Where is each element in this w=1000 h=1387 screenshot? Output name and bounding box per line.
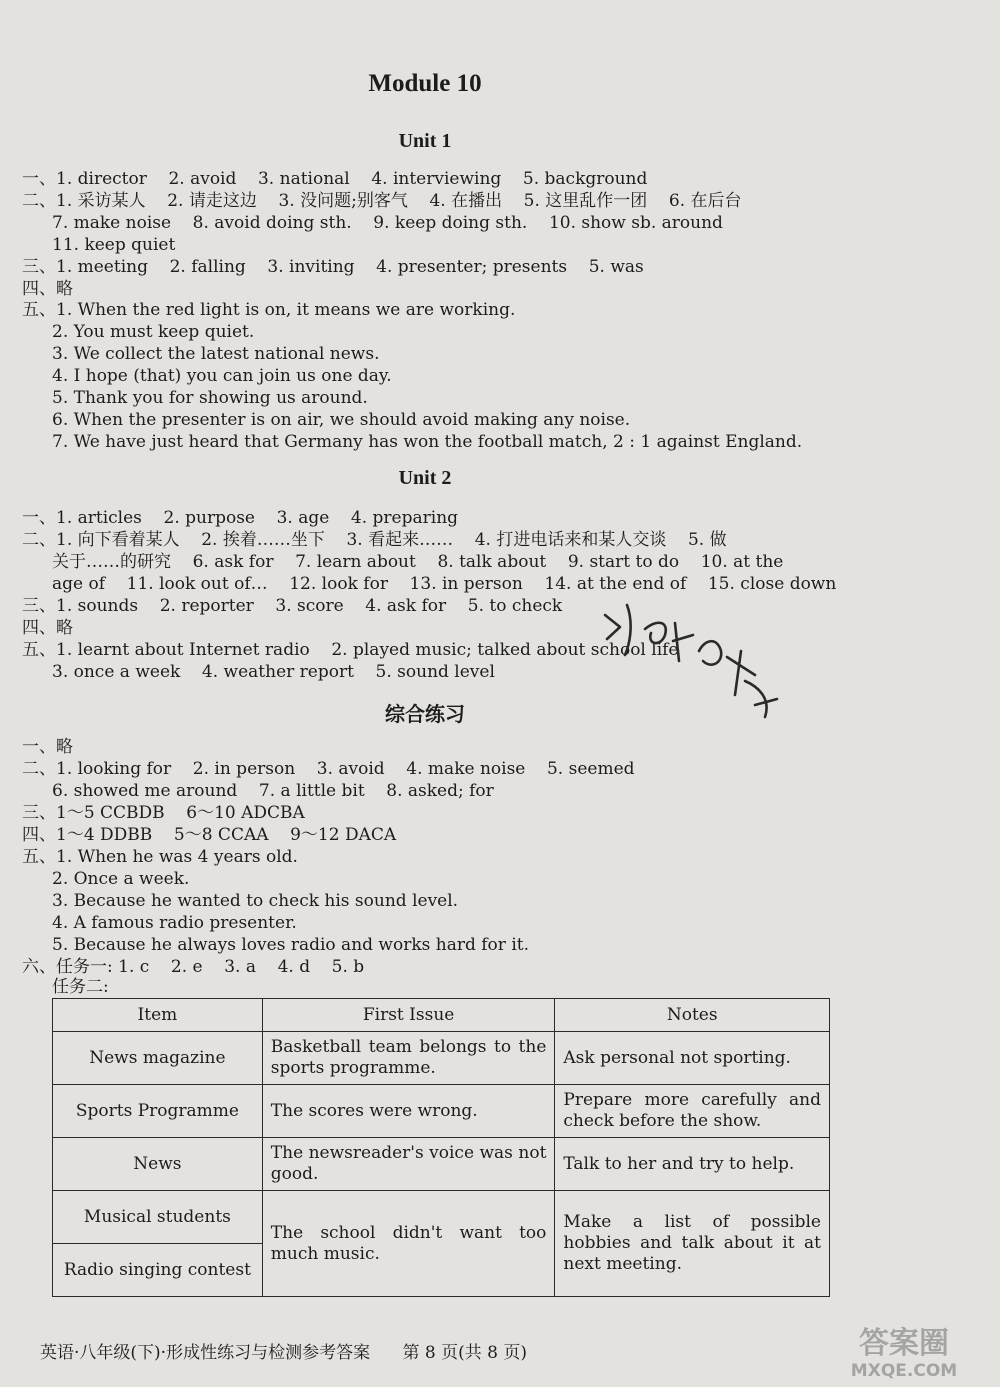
table-cell-issue: Basketball team belongs to the sports programme. [262, 1032, 555, 1085]
footer-title: 英语·八年级(下)·形成性练习与检测参考答案 [40, 1343, 371, 1363]
table-cell-notes: Talk to her and try to help. [555, 1138, 830, 1191]
unit2-title: Unit 2 [398, 467, 452, 489]
answer-line: 3. Because he wanted to check his sound level. [52, 891, 459, 911]
table-header-row [53, 999, 830, 1032]
answer-line: 任务二: [52, 977, 109, 997]
answer-line: 一、1. articles 2. purpose 3. age 4. preparing [22, 508, 459, 528]
table-cell-notes: Ask personal not sporting. [555, 1032, 830, 1085]
table-cell-notes: Make a list of possible hobbies and talk about it at next meeting. [555, 1191, 830, 1297]
answer-line: 四、1～4 DDBB 5～8 CCAA 9～12 DACA [22, 825, 397, 845]
table-header-issue: First Issue [262, 999, 555, 1032]
watermark-logo [814, 1319, 994, 1381]
answer-line: 二、1. 向下看着某人 2. 挨着……坐下 3. 看起来…… 4. 打进电话来和某人交谈 5. 做 [22, 530, 727, 550]
table-row [53, 1191, 830, 1244]
answer-line: 三、1. sounds 2. reporter 3. score 4. ask for 5. to check [22, 596, 563, 616]
answer-line: 三、1～5 CCBDB 6～10 ADCBA [22, 803, 305, 823]
answer-line: 一、略 [22, 737, 73, 757]
answer-line: age of 11. look out of… 12. look for 13. in person 14. at the end of 15. close down [52, 574, 837, 594]
table-row [53, 1032, 830, 1085]
unit1-title: Unit 1 [398, 130, 452, 152]
table-cell-item: News magazine [53, 1032, 263, 1085]
answer-line: 关于……的研究 6. ask for 7. learn about 8. talk about 9. start to do 10. at the [52, 552, 784, 572]
answer-line: 4. A famous radio presenter. [52, 913, 297, 933]
answer-line: 五、1. When he was 4 years old. [22, 847, 298, 867]
table-row [53, 1085, 830, 1138]
table-cell-item: News [53, 1138, 263, 1191]
practice-title: 综合练习 [385, 704, 465, 726]
table-cell-issue: The scores were wrong. [262, 1085, 555, 1138]
answer-line: 四、略 [22, 618, 73, 638]
table-cell-item: Sports Programme [53, 1085, 263, 1138]
svg-text:答案圈: 答案圈 [859, 1326, 949, 1361]
answer-line: 五、1. When the red light is on, it means we are working. [22, 300, 516, 320]
answer-line: 5. Thank you for showing us around. [52, 388, 368, 408]
answer-line: 2. Once a week. [52, 869, 190, 889]
answer-line: 五、1. learnt about Internet radio 2. played music; talked about school life [22, 640, 679, 660]
answer-line: 3. once a week 4. weather report 5. sound level [52, 662, 495, 682]
answer-line: 7. make noise 8. avoid doing sth. 9. keep doing sth. 10. show sb. around [52, 213, 723, 233]
answer-line: 5. Because he always loves radio and works hard for it. [52, 935, 529, 955]
answer-line: 2. You must keep quiet. [52, 322, 255, 342]
table-cell-item: Musical students [53, 1191, 263, 1244]
task2-table [52, 998, 830, 1297]
table-header-notes: Notes [555, 999, 830, 1032]
answer-line: 11. keep quiet [52, 235, 176, 255]
table-header-item: Item [53, 999, 263, 1032]
answer-line: 3. We collect the latest national news. [52, 344, 380, 364]
answer-line: 二、1. looking for 2. in person 3. avoid 4. make noise 5. seemed [22, 759, 635, 779]
answer-line: 6. showed me around 7. a little bit 8. asked; for [52, 781, 494, 801]
table-cell-item: Radio singing contest [53, 1244, 263, 1297]
table-cell-notes: Prepare more carefully and check before the show. [555, 1085, 830, 1138]
footer-page-number: 第 8 页(共 8 页) [402, 1343, 528, 1363]
svg-text:MXQE.COM: MXQE.COM [850, 1361, 958, 1381]
answer-line: 7. We have just heard that Germany has won the football match, 2 : 1 against England. [52, 432, 803, 452]
module-title: Module 10 [368, 70, 482, 97]
answer-line: 二、1. 采访某人 2. 请走这边 3. 没问题;别客气 4. 在播出 5. 这里乱作一团 6. 在后台 [22, 191, 742, 211]
answer-line: 一、1. director 2. avoid 3. national 4. interviewing 5. background [22, 169, 648, 189]
answer-line: 4. I hope (that) you can join us one day. [52, 366, 392, 386]
table-cell-issue: The school didn't want too much music. [262, 1191, 555, 1297]
table-cell-issue: The newsreader's voice was not good. [262, 1138, 555, 1191]
answer-line: 四、略 [22, 279, 73, 299]
answer-line: 6. When the presenter is on air, we should avoid making any noise. [52, 410, 631, 430]
answer-line: 六、任务一: 1. c 2. e 3. a 4. d 5. b [22, 957, 365, 977]
handwritten-signature [595, 595, 785, 735]
page-footer [40, 1338, 527, 1363]
answer-line: 三、1. meeting 2. falling 3. inviting 4. presenter; presents 5. was [22, 257, 644, 277]
table-row [53, 1138, 830, 1191]
